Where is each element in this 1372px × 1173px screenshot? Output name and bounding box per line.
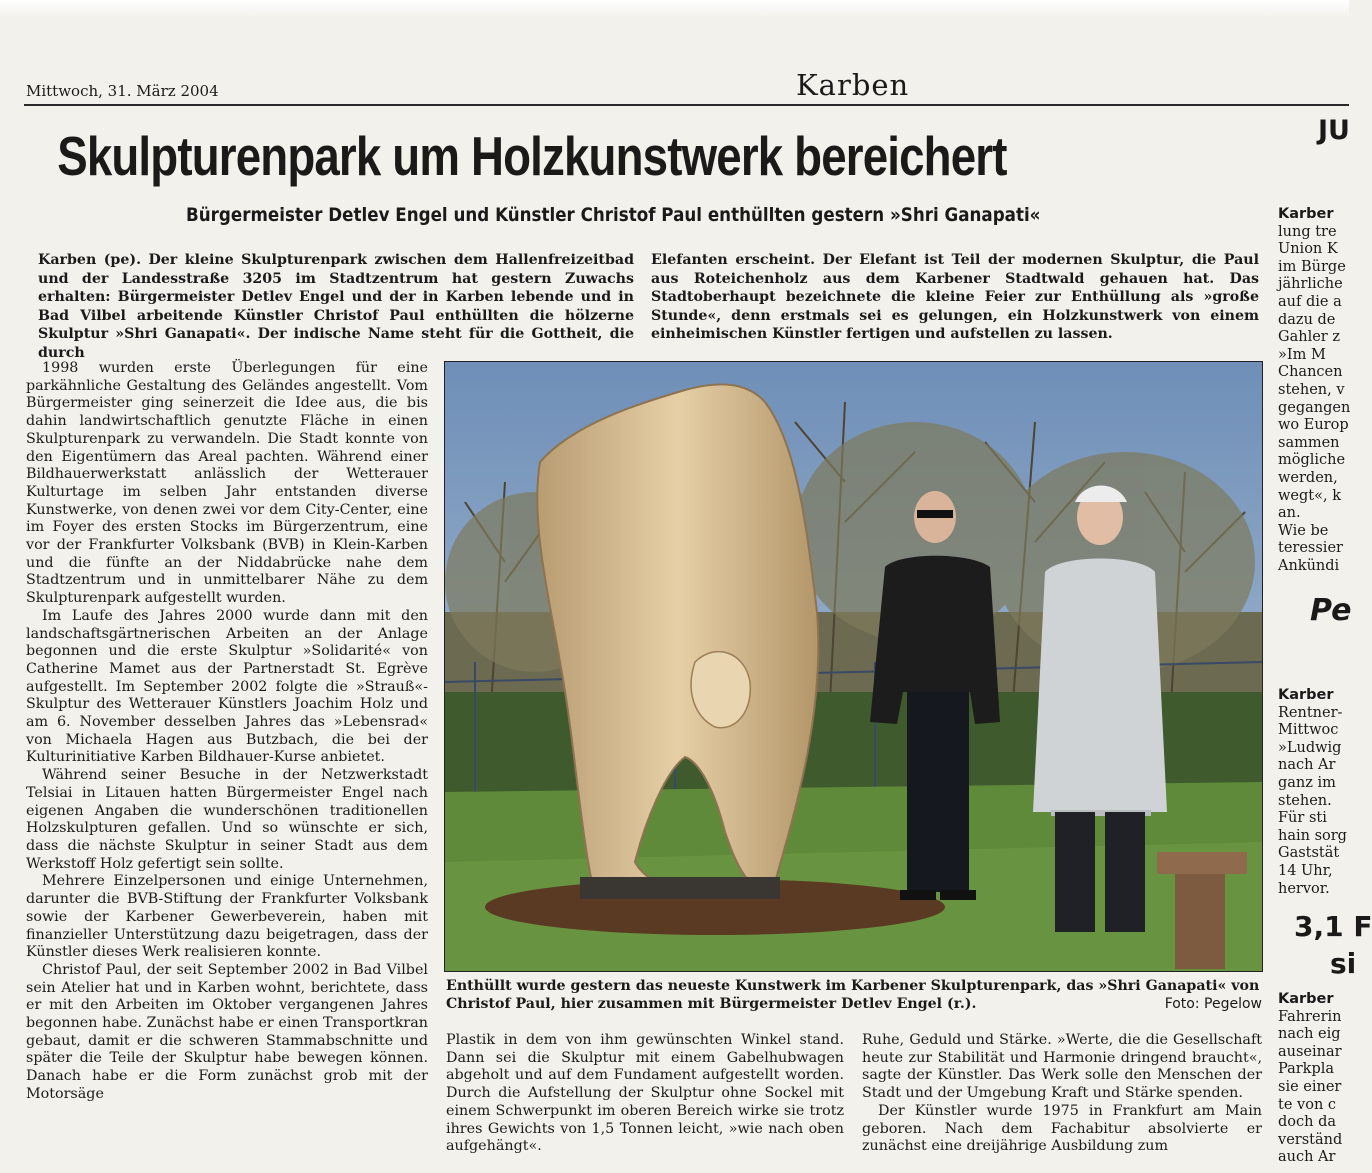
- neighbor-line: auch Ar: [1278, 1149, 1336, 1166]
- neighbor-line: Parkpla: [1278, 1061, 1335, 1078]
- paragraph: Ruhe, Geduld und Stärke. »Werte, die die Gesellschaft heute zur Stabilität und Harmonie dringend braucht«, sagte der Künstler. Das Werk solle den Menschen der Stadt und der Umgebung Kraft und Stärke spenden.: [862, 1032, 1262, 1102]
- neighbor-line: werden,: [1278, 470, 1338, 486]
- neighbor-line: stehen, v: [1278, 382, 1345, 398]
- neighbor-line: »Im M: [1278, 346, 1326, 363]
- photo-credit: Foto: Pegelow: [1164, 996, 1262, 1012]
- neighbor-line: hervor.: [1278, 880, 1330, 897]
- neighbor-line: jährliche: [1278, 276, 1343, 293]
- neighbor-line: auf die a: [1278, 294, 1342, 310]
- neighbor-line: Für sti: [1278, 810, 1327, 827]
- neighbor-line: im Bürge: [1278, 258, 1346, 275]
- neighbor-headline: JU: [1318, 115, 1350, 146]
- neighbor-line: sammen: [1278, 434, 1340, 451]
- neighbor-headline-3a: 3,1 F: [1294, 910, 1372, 943]
- paragraph: Der Künstler wurde 1975 in Frankfurt am Main geboren. Nach dem Fachabitur absolvierte er zunächst eine dreijährige Ausbildung zum: [862, 1102, 1262, 1155]
- neighbor-line: wegt«, k: [1278, 487, 1341, 504]
- neighbor-article-column: [1278, 0, 1372, 1173]
- neighbor-line: ganz im: [1278, 775, 1336, 791]
- caption-text: Enthüllt wurde gestern das neueste Kunstwerk im Karbener Skulpturenpark, das »Shri Ganapati« von Christof Paul, hier zusammen mit Bürgermeister Detlev Engel (r.).: [446, 978, 1260, 1012]
- article-subheadline: Bürgermeister Detlev Engel und Künstler Christof Paul enthüllten gestern »Shri Ganapati«: [186, 204, 1041, 226]
- neighbor-line: Gahler z: [1278, 329, 1340, 346]
- neighbor-line: Chancen: [1278, 364, 1343, 381]
- neighbor-line: Rentner-: [1278, 704, 1343, 721]
- sculpture-photo: [444, 361, 1263, 972]
- body-column-3: [862, 1032, 1262, 1156]
- neighbor-subhead: Pe: [1310, 593, 1352, 628]
- neighbor-headline-3b: si: [1330, 947, 1357, 980]
- neighbor-line: an.: [1278, 505, 1301, 522]
- paragraph: Mehrere Einzelpersonen und einige Unternehmen, darunter die BVB-Stiftung der Frankfurter Volksbank sowie der Karbener Gewerbeverein, haben mit finanzieller Unterstützung dazu beigetragen, dass der Künstler dieses Werk realisieren konnte.: [26, 873, 428, 961]
- neighbor-line: Gaststät: [1278, 845, 1340, 862]
- section-title: Karben: [796, 68, 910, 102]
- lead-paragraph-part2: Elefanten erscheint. Der Elefant ist Teil der modernen Skulptur, die Paul aus Roteichenholz aus dem Karbener Stadtwald gehauen hat. Das Stadtoberhaupt bezeichnete die kleine Feier zur Enthüllung als »große Stunde«, denn erstmals sei es gelungen, ein Holzkunstwerk von einem einheimischen Künstler fertigen und aufstellen zu lassen.: [651, 252, 1259, 343]
- neighbor-line: nach Ar: [1278, 757, 1336, 774]
- issue-date: Mittwoch, 31. März 2004: [26, 82, 219, 100]
- paragraph: Im Laufe des Jahres 2000 wurde dann mit den landschaftsgärtnerischen Arbeiten an der Anlage begonnen und die erste Skulptur »Solidarité« von Catherine Mamet aus der Partnerstadt St. Egrève aufgestellt. Im September 2002 folgte die »Strauß«-Skulptur des Wetterauer Künstlers Joachim Holz und am 6. November desselben Jahres das »Lebensrad« von Michaela Hagen aus Butzbach, die bei der Kulturinitiative Karben Bildhauer-Kurse anbietet.: [26, 607, 428, 766]
- neighbor-line: nach eig: [1278, 1026, 1341, 1043]
- neighbor-line: Ankündi: [1278, 558, 1340, 574]
- photo-illustration: [445, 362, 1262, 971]
- neighbor-line: Karber: [1278, 206, 1334, 222]
- neighbor-line: Karber: [1278, 991, 1334, 1007]
- article-headline: Skulpturenpark um Holzkunstwerk bereichert: [57, 125, 1007, 187]
- neighbor-line: 14 Uhr,: [1278, 863, 1333, 879]
- paragraph: Während seiner Besuche in der Netzwerkstadt Telsiai in Litauen hatten Bürgermeister Engel nach eigenen Angaben die wunderschönen traditionellen Holzskulpturen gefallen. Und so wünschte er sich, dass die nächste Skulptur in seiner Stadt aus dem Werkstoff Holz gefertigt sein sollte.: [26, 767, 428, 872]
- neighbor-line: Wie be: [1278, 522, 1329, 539]
- neighbor-line: Union K: [1278, 241, 1338, 258]
- photo-caption: [446, 977, 1262, 1013]
- paper-fold-shadow: [0, 0, 1349, 18]
- body-column-2: [446, 1032, 844, 1156]
- neighbor-line: doch da: [1278, 1114, 1337, 1131]
- neighbor-line: gegangen: [1278, 399, 1351, 416]
- paragraph: 1998 wurden erste Überlegungen für eine parkähnliche Gestaltung des Geländes angestellt. Vom Bürgermeister ging seinerzeit die Idee aus, die bis dahin landwirtschaftlich genutzte Fläche in einen Skulpturenpark zu verwandeln. Die Stadt konnte von den Eigentümern das Areal pachten. Während einer Bildhauerwerkstatt anlässlich der Wetterauer Kulturtage im selben Jahr entstanden diverse Kunstwerke, von denen zwei vor dem City-Center, eine im Foyer des ersten Stocks im Bürgerzentrum, eine vor der Frankfurter Volksbank (BVB) in Klein-Karben und die fünfte an der Niddabrücke nahe dem Stadtzentrum und in unmittelbarer Nähe zu dem Skulpturenpark aufgestellt wurden.: [26, 360, 428, 607]
- neighbor-line: »Ludwig: [1278, 739, 1342, 756]
- neighbor-line: te von c: [1278, 1096, 1337, 1113]
- paragraph: Christof Paul, der seit September 2002 in Bad Vilbel sein Atelier hat und in Karben wohnt, berichtete, dass er mit den Arbeiten im Oktober vergangenen Jahres begonnen habe. Zunächst habe er einen Transportkran gebaut, damit er die schweren Stammabschnitte und später die Teile der Skulptur habe bewegen können. Danach habe er die Form zunächst grob mit der Motorsäge: [26, 961, 428, 1102]
- neighbor-line: hain sorg: [1278, 827, 1347, 844]
- neighbor-line: lung tre: [1278, 223, 1337, 240]
- neighbor-line: verständ: [1278, 1131, 1343, 1148]
- neighbor-line: Fahrerin: [1278, 1008, 1342, 1025]
- neighbor-line: dazu de: [1278, 311, 1336, 328]
- neighbor-line: stehen.: [1278, 792, 1332, 809]
- neighbor-line: mögliche: [1278, 452, 1346, 469]
- neighbor-line: sie einer: [1278, 1079, 1342, 1095]
- masthead-rule: [24, 104, 1349, 106]
- neighbor-line: teressier: [1278, 540, 1343, 557]
- neighbor-line: Karber: [1278, 687, 1334, 703]
- lead-paragraph-part1: Karben (pe). Der kleine Skulpturenpark zwischen dem Hallenfreizeitbad und der Landesstraße 3205 im Stadtzentrum hat gestern Zuwachs erhalten: Bürgermeister Detlev Engel und der in Karben lebende und in Bad Vilbel arbeitende Künstler Christof Paul enthüllten die hölzerne Skulptur »Shri Ganapati«. Der indische Name steht für die Gottheit, die durch: [38, 252, 634, 361]
- neighbor-line: wo Europ: [1278, 417, 1349, 434]
- paragraph: Plastik in dem von ihm gewünschten Winkel stand. Dann sei die Skulptur mit einem Gabelhubwagen abgeholt und auf dem Fundament aufgestellt worden. Durch die Aufstellung der Skulptur ohne Sockel mit einem Schwerpunkt im oberen Bereich wirke sie trotz ihres Gewichts von 1,5 Tonnen leicht, »wie nach oben aufgehängt«.: [446, 1032, 844, 1155]
- neighbor-line: Mittwoc: [1278, 722, 1339, 739]
- neighbor-line: auseinar: [1278, 1043, 1342, 1060]
- body-column-1: [26, 360, 428, 1104]
